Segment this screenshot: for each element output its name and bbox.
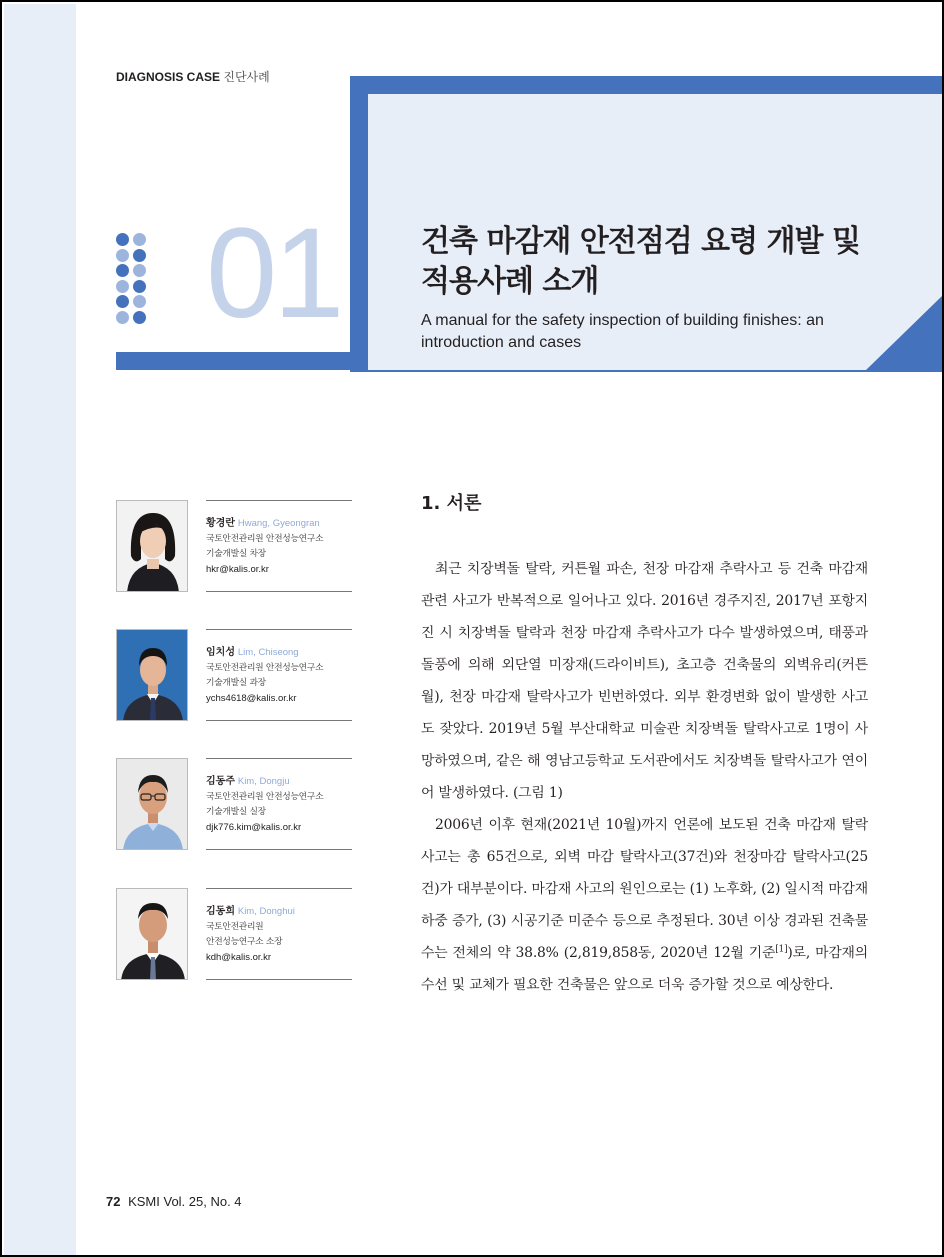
author-position: 안전성능연구소 소장 <box>206 937 283 947</box>
author-name-korean: 황경란 <box>206 518 235 529</box>
page-footer <box>106 1194 242 1209</box>
divider <box>206 629 352 630</box>
divider <box>206 979 352 980</box>
author-affiliation: 국토안전관리원 <box>206 922 264 932</box>
author-name-korean: 임치성 <box>206 647 235 658</box>
author-card <box>116 758 352 850</box>
author-info <box>206 904 356 965</box>
body-text <box>421 553 868 1001</box>
title-underline-bar <box>116 352 368 370</box>
left-margin-strip <box>4 4 76 1257</box>
author-position: 기술개발실 과장 <box>206 678 266 688</box>
divider <box>206 888 352 889</box>
divider <box>206 849 352 850</box>
decorative-dot <box>133 280 146 293</box>
divider <box>206 591 352 592</box>
author-name-korean: 김동희 <box>206 906 235 917</box>
decorative-dot <box>116 280 129 293</box>
decorative-dot <box>116 295 129 308</box>
author-name-english: Hwang, Gyeongran <box>237 518 320 529</box>
author-email: kdh@kalis.or.kr <box>206 952 272 963</box>
paragraph-text: )로, 마감재의 수선 및 교체가 필요한 건축물은 앞으로 더욱 증가할 것으로 예상한다. <box>421 945 868 993</box>
article-title-korean: 건축 마감재 안전점검 요령 개발 및 적용사례 소개 <box>421 224 860 299</box>
page-number: 72 <box>106 1194 121 1209</box>
article-title-english: A manual for the safety inspection of building finishes: an introduction and cases <box>421 312 824 351</box>
corner-triangle-decoration <box>866 294 944 370</box>
journal-citation: KSMI Vol. 25, No. 4 <box>128 1194 242 1209</box>
decorative-dot <box>133 264 146 277</box>
author-info <box>206 516 356 577</box>
decorative-dot <box>116 249 129 262</box>
section-tag-korean: 진단사례 <box>223 70 270 84</box>
section-tag <box>116 68 270 85</box>
paragraph: 최근 치장벽돌 탈락, 커튼월 파손, 천장 마감재 추락사고 등 건축 마감재 관련 사고가 반복적으로 일어나고 있다. 2016년 경주지진, 2017년 포항지진 시 치장벽돌 탈락과 천장 마감재 추락사고가 다수 발생하였으며, 태풍과 돌풍에 의해 외단열 미장재(드라이비트), 초고층 건축물의 외벽유리(커튼월), 천장 마감재 탈락사고가 빈번하였다. 외부 환경변화 없이 발생한 사고도 잦았다. 2019년 5월 부산대학교 미술관 치장벽돌 탈락사고로 1명이 사망하였으며, 같은 해 영남고등학교 도서관에서도 치장벽돌 탈락사고가 연이어 발생하였다. (그림 1) <box>421 561 868 801</box>
author-email: djk776.kim@kalis.or.kr <box>206 822 302 833</box>
author-name-english: Lim, Chiseong <box>237 647 299 658</box>
section-heading: 1. 서론 <box>421 493 482 514</box>
author-card <box>116 629 352 721</box>
author-position: 기술개발실 실장 <box>206 807 266 817</box>
decorative-dot <box>116 264 129 277</box>
divider <box>206 758 352 759</box>
author-photo <box>116 500 188 592</box>
decorative-dot <box>133 233 146 246</box>
author-card <box>116 888 352 980</box>
article-number: 01 <box>206 202 341 345</box>
author-name-english: Kim, Donghui <box>237 906 295 917</box>
author-info <box>206 645 356 706</box>
divider <box>206 500 352 501</box>
decorative-dot <box>133 295 146 308</box>
author-name-english: Kim, Dongju <box>237 776 290 787</box>
author-name-korean: 김동주 <box>206 776 235 787</box>
author-email: ychs4618@kalis.or.kr <box>206 693 297 704</box>
author-card <box>116 500 352 592</box>
decorative-dot <box>116 233 129 246</box>
section-tag-english: DIAGNOSIS CASE <box>116 70 221 84</box>
author-affiliation: 국토안전관리원 안전성능연구소 <box>206 663 324 673</box>
author-position: 기술개발실 차장 <box>206 549 266 559</box>
author-affiliation: 국토안전관리원 안전성능연구소 <box>206 534 324 544</box>
author-photo <box>116 888 188 980</box>
decorative-dot <box>133 311 146 324</box>
reference-marker[interactable]: [1] <box>775 944 788 955</box>
dot-pattern-decoration <box>116 233 148 325</box>
author-affiliation: 국토안전관리원 안전성능연구소 <box>206 792 324 802</box>
divider <box>206 720 352 721</box>
author-info <box>206 774 356 835</box>
decorative-dot <box>133 249 146 262</box>
paragraph-text: 2006년 이후 현재(2021년 10월)까지 언론에 보도된 건축 마감재 탈락사고는 총 65건으로, 외벽 마감 탈락사고(37건)와 천장마감 탈락사고(25건)가 대부분이다. 마감재 사고의 원인으로는 (1) 노후화, (2) 일시적 마감재 하중 증가, (3) 시공기준 미준수 등으로 추정된다. 30년 이상 경과된 건축물 수는 전체의 약 38.8% (2,819,858동, 2020년 12월 기준 <box>421 817 868 961</box>
decorative-dot <box>116 311 129 324</box>
author-photo <box>116 758 188 850</box>
paragraph <box>421 809 868 1001</box>
author-email: hkr@kalis.or.kr <box>206 564 269 575</box>
author-photo <box>116 629 188 721</box>
